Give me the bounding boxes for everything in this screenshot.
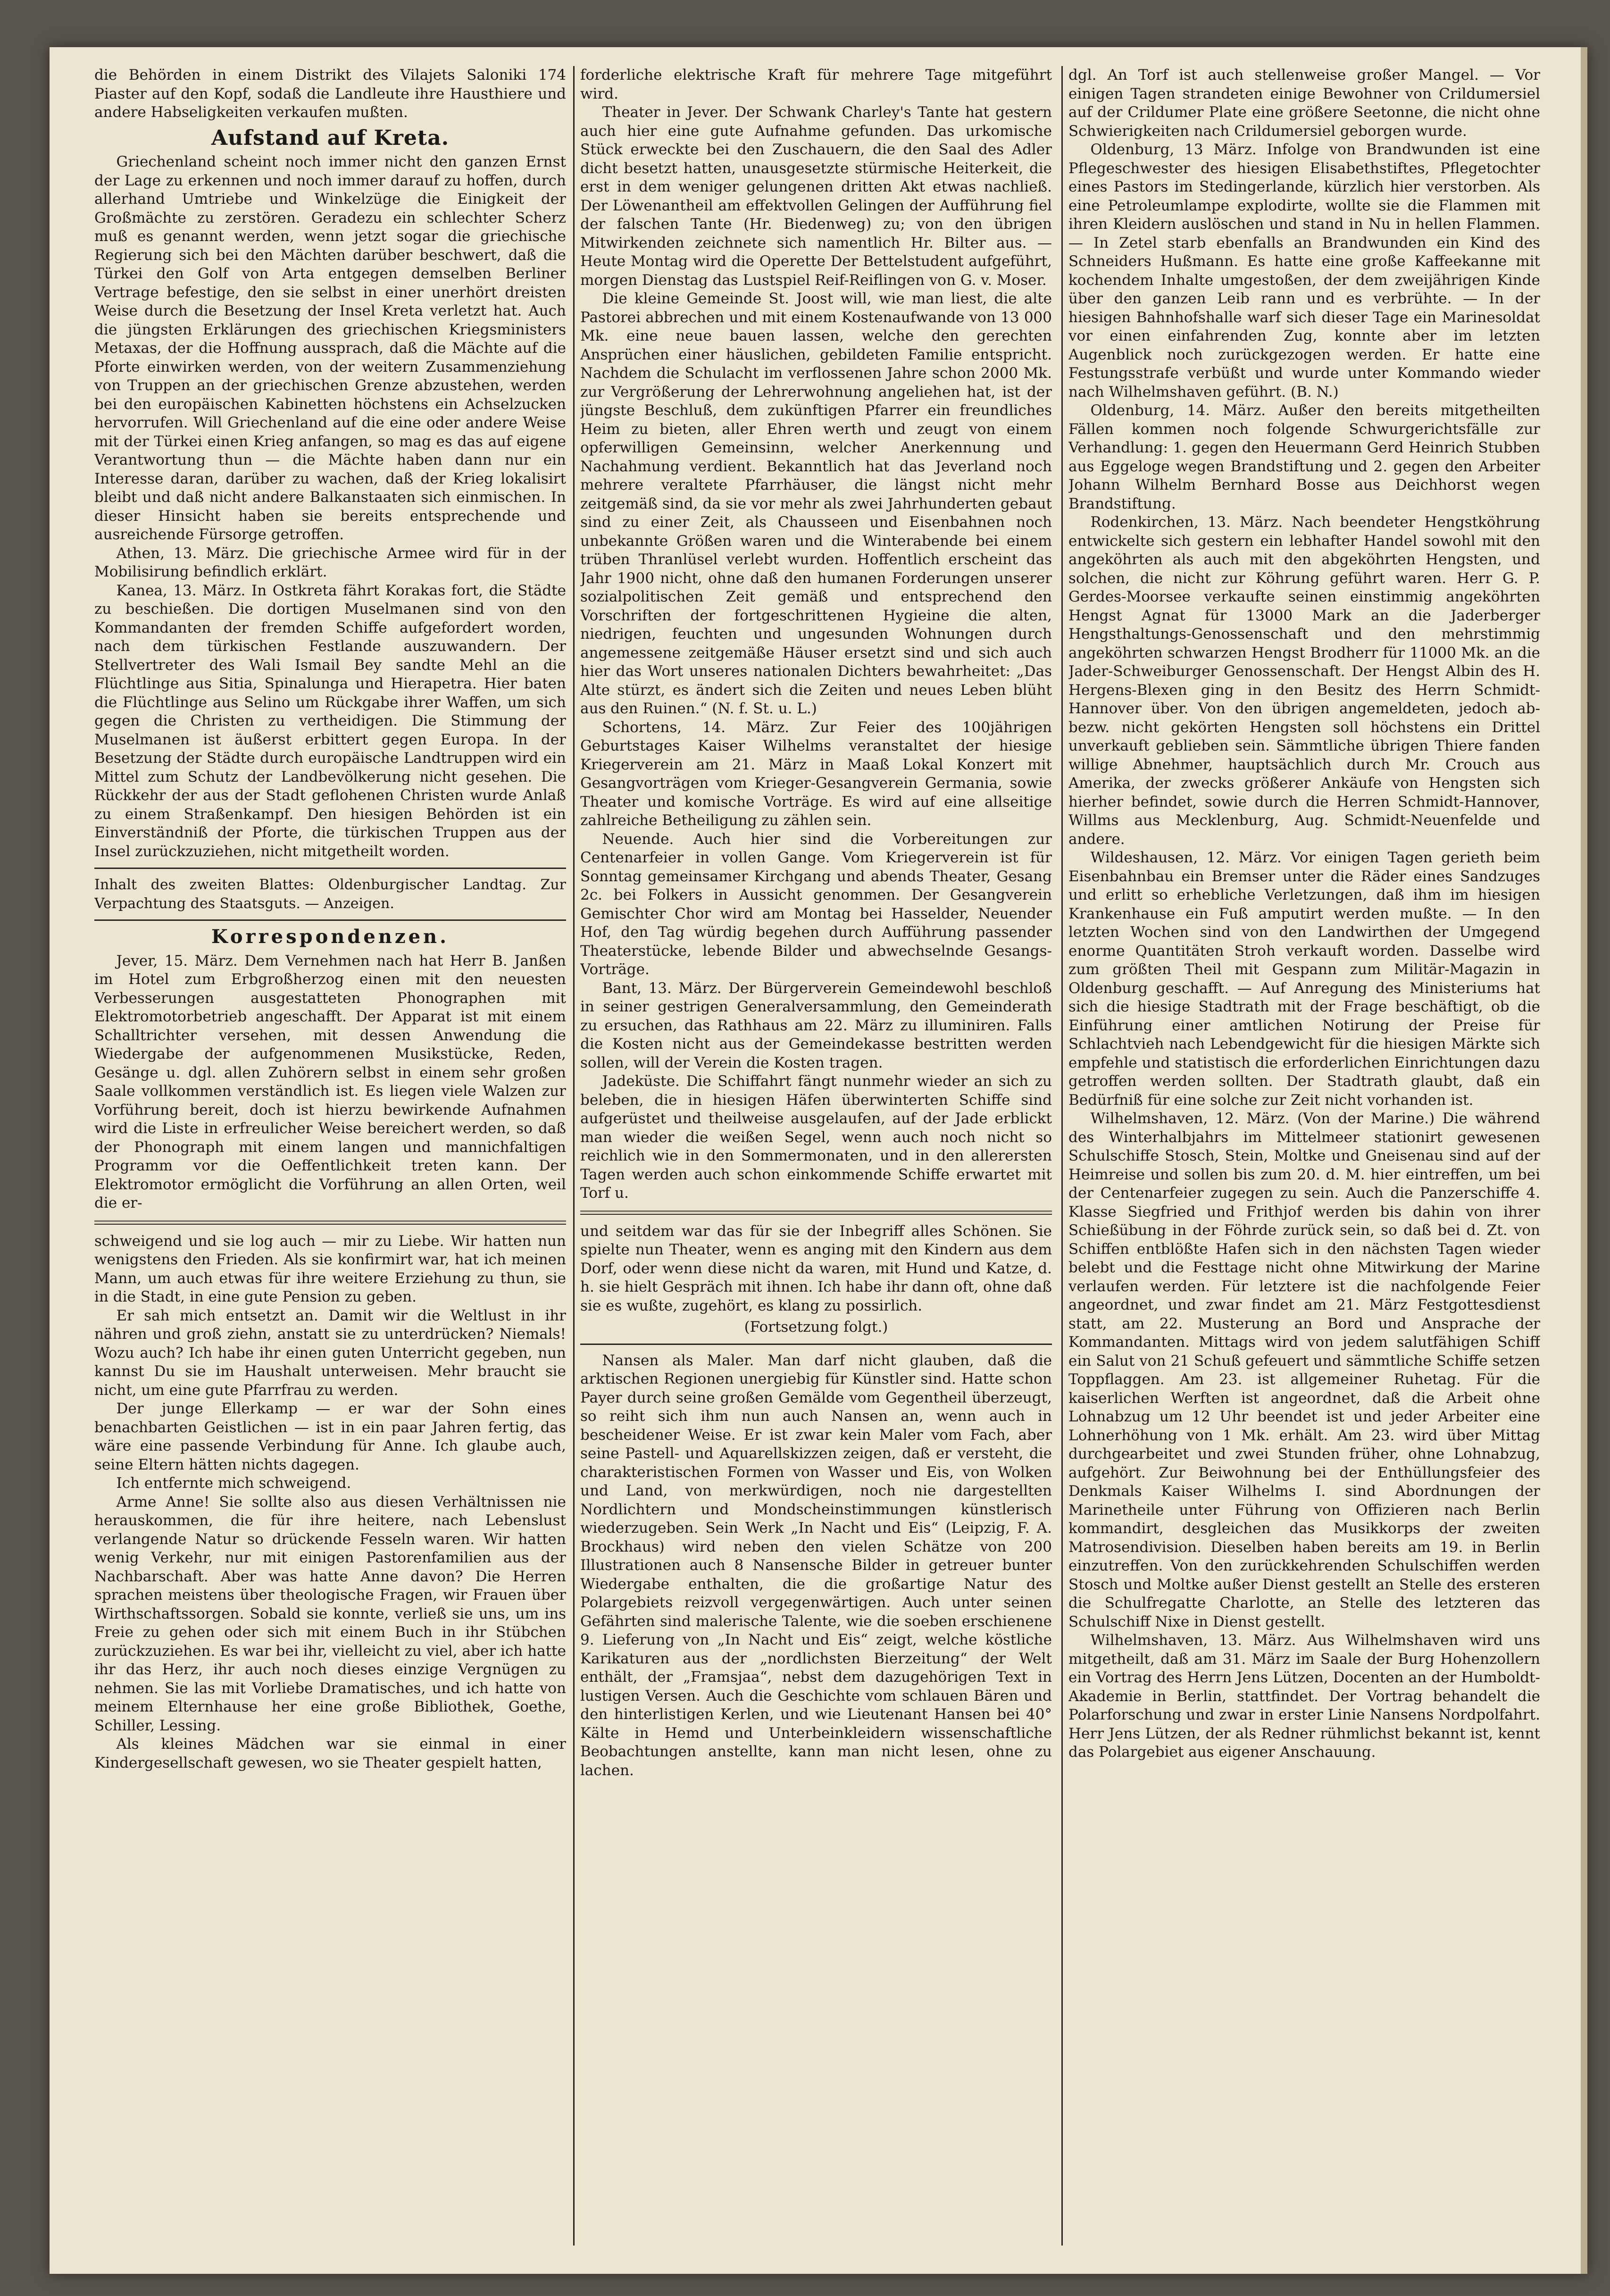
novel-paragraph: Der junge Ellerkamp — er war der Sohn eines benachbarten Geistlichen — ist in ein paar Jahren fertig, das wäre eine passende Verbindung für Anne. Ich glaube auch, seine Eltern hätten nichts dagegen. bbox=[94, 1400, 566, 1473]
col3-lead: dgl. An Torf ist auch stellenweise großer Mangel. — Vor einigen Tagen strandeten einige Bewohner von Crildumersiel auf der Crildumer Plate eine größere Seetonne, die nicht ohne Schwierigkeiten nach Crildumersiel geborgen wurde. bbox=[1068, 67, 1540, 140]
novel-paragraph: schweigend und sie log auch — mir zu Liebe. Wir hatten nun wenigstens den Frieden. Als sie konfirmirt war, hat ich meinen Mann, um auch etwas für ihre weitere Erziehung zu thun, sie in die Stadt, in eine gute Pension zu geben. bbox=[94, 1232, 566, 1305]
article-wilhelmshaven-13: Wilhelmshaven, 13. März. Aus Wilhelmshaven wird uns mitgetheilt, daß am 31. März im Saale der Burg Hohenzollern ein Vortrag des Herrn Jens Lützen, Docenten an der Humboldt-Akademie in Berlin, stattfindet. Der Vortrag behandelt die Polarforschung und zwar in erster Linie Nansens Nordpolfahrt. Herr Jens Lützen, der als Redner rühmlichst bekannt ist, kennt das Polargebiet aus eigener Anschauung. bbox=[1068, 1632, 1540, 1761]
article-bant: Bant, 13. März. Der Bürgerverein Gemeindewohl beschloß in seiner gestrigen Generalversammlung, den Gemeinderath zu ersuchen, das Rathhaus am 22. März zu illuminiren. Falls die Kosten nicht aus der Gemeindekasse bestritten werden sollen, will der Verein die Kosten tragen. bbox=[580, 979, 1052, 1071]
divider bbox=[94, 919, 566, 921]
col1-lead: die Behörden in einem Distrikt des Vilajets Saloniki 174 Piaster auf den Kopf, sodaß die Landleute ihre Hausthiere und andere Habseligkeiten verkaufen mußten. bbox=[94, 67, 566, 121]
divider bbox=[580, 1344, 1052, 1345]
feuilleton-divider bbox=[580, 1211, 1052, 1215]
article-neuende: Neuende. Auch hier sind die Vorbereitungen zur Centenarfeier in vollen Gange. Vom Kriegerverein ist für Sonntag gemeinsamer Kirchgang und abends Theater, Gesang 2c. bei Folkers in Aussicht genommen. Der Gesangverein Gemischter Chor wird am Montag bei Hasselder, Neuender Hof, den Tag würdig begehen durch Aufführung passender Theaterstücke, lebende Bilder und abwechselnde Gesangs-Vorträge. bbox=[580, 830, 1052, 978]
novel-paragraph: Als kleines Mädchen war sie einmal in einer Kindergesellschaft gewesen, wo sie Theater gespielt hatten, bbox=[94, 1736, 566, 1771]
article-st-joost: Die kleine Gemeinde St. Joost will, wie man liest, die alte Pastorei abbrechen und mit einem Kostenaufwande von 13 000 Mk. eine neue bauen lassen, welche den gerechten Ansprüchen einer häuslichen, gebildeten Familie entspricht. Nachdem die Schulacht im verflossenen Jahre schon 2000 Mk. zur Vergrößerung der Lehrerwohnung angeliehen hat, ist der jüngste Beschluß, dem zukünftigen Pfarrer ein freundliches Heim zu bieten, aller Ehren werth und zeugt von einem opferwilligen Gemeinsinn, welcher Anerkennung und Nachahmung verdient. Bekanntlich hat das Jeverland noch mehrere veraltete Pfarrhäuser, die längst nicht mehr zeitgemäß sind, da sie vor mehr als zwei Jahrhunderten gebaut sind zu einer Zeit, als Chausseen und Eisenbahnen noch unbekannte Größen waren und die Winterabende bei einem trüben Thranlüsel verlebt wurden. Hoffentlich erscheint das Jahr 1900 nicht, ohne daß den humanen Forderungen unserer sozialpolitischen Zeit gemäß und entsprechend den Vorschriften der fortgeschrittenen Hygieine die alten, niedrigen, feuchten und ungesunden Wohnungen durch angemessene zeitgemäße Häuser ersetzt sind und sich auch hier das Wort unseres nationalen Dichters bewahrheitet: „Das Alte stürzt, es ändert sich die Zeiten und neues Leben blüht aus den Ruinen.“ (N. f. St. u. L.) bbox=[580, 290, 1052, 717]
article-rodenkirchen: Rodenkirchen, 13. März. Nach beendeter Hengstköhrung entwickelte sich gestern ein lebhafter Handel sowohl mit den angeköhrten als auch mit den abgeköhrten Hengsten, und solchen, die nicht zur Köhrung geführt waren. Herr G. P. Gerdes-Moorsee verkaufte seinen einstimmig angeköhrten Hengst Agnat für 13000 Mark an die Jaderberger Hengsthaltungs-Genossenschaft und den mehrstimmig angeköhrten schwarzen Hengst Brodherr für 11000 Mk. an die Jader-Schweiburger Genossenschaft. Der Hengst Albin des H. Hergens-Blexen ging in den Besitz des Herrn Schmidt-Hannover über. Von den übrigen angemeldeten, jedoch ab- bezw. nicht gekörten Hengsten soll höchstens ein Drittel unverkauft geblieben sein. Sämmtliche übrigen Thiere fanden willige Abnehmer, hauptsächlich durch Mr. Crouch aus Amerika, der zwecks größerer Ankäufe von Hengsten sich hierher befindet, sowie durch die Herren Schmidt-Hannover, Willms aus Mecklenburg, Aug. Schmidt-Neuenfelde und andere. bbox=[1068, 514, 1540, 848]
article-kanea: Kanea, 13. März. In Ostkreta fährt Korakas fort, die Städte zu beschießen. Die dortigen Muselmanen sind von den Kommandanten der fremden Schiffe aufgefordert worden, nach dem türkischen Festlande auszuwandern. Der Stellvertreter des Wali Ismail Bey sandte Mehl an die Flüchtlinge aus Sitia, Spinalunga und Hierapetra. Hier baten die Flüchtlinge aus Selino um Rückgabe ihrer Waffen, um sich gegen die Christen zu vertheidigen. Die Stimmung der Muselmanen ist äußerst erbittert gegen Europa. In der Besetzung der Städte durch europäische Landtruppen wird ein Mittel zum Schutz der Landbevölkerung nicht gesehen. Die Rückkehr der aus der Stadt geflohenen Christen wurde Anlaß zu einem Straßenkampf. Den hiesigen Behörden ist ein Einverständniß der Pforte, die türkischen Truppen aus der Insel zurückzuziehen, nicht mitgetheilt worden. bbox=[94, 582, 566, 860]
article-theater: Theater in Jever. Der Schwank Charley's Tante hat gestern auch hier eine gute Aufnahme gefunden. Das urkomische Stück erweckte bei den Zuschauern, die den Saal des Adler dicht besetzt hatten, unausgesetzte stürmische Heiterkeit, die erst in dem weniger gelungenen dritten Akt etwas nachließ. Der Löwenantheil am effektvollen Gelingen der Aufführung fiel der falschen Tante (Hr. Biedenweg) zu; von den übrigen Mitwirkenden zeichnete sich namentlich Hr. Bilter aus. — Heute Montag wird die Operette Der Bettelstudent aufgeführt, morgen Dienstag das Lustspiel Reif-Reiflingen von G. v. Moser. bbox=[580, 104, 1052, 289]
article-kreta: Griechenland scheint noch immer nicht den ganzen Ernst der Lage zu erkennen und noch immer darauf zu hoffen, durch allerhand Umtriebe und Winkelzüge die Einigkeit der Großmächte zu zerstören. Geradezu ein schlechter Scherz muß es genannt werden, wenn jetzt sogar die griechische Regierung sich bei den Mächten darüber beschwert, daß die Türkei den Golf von Arta entgegen demselben Berliner Vertrage befestige, den sie selbst in einer unerhört dreisten Weise durch die Besetzung der Insel Kreta verletzt hat. Auch die jüngsten Erklärungen des griechischen Kriegsministers Metaxas, der die Hoffnung aussprach, daß die Mächte auf die Pforte einwirken werden, von der weitern Zusammenziehung von Truppen an der griechischen Grenze abzustehen, werden bei den europäischen Kabinetten höchstens ein Achselzucken hervorrufen. Will Griechenland auf die eine oder andere Weise mit der Türkei einen Krieg anfangen, so mag es das auf eigene Verantwortung thun — die Mächte haben dann nur ein Interesse daran, darüber zu wachen, daß der Krieg lokalisirt bleibt und daß nicht andere Balkanstaaten sich einmischen. In dieser Hinsicht haben sie bereits entsprechende und ausreichende Fürsorge getroffen. bbox=[94, 153, 566, 543]
heading-korrespondenzen: Korrespondenzen. bbox=[211, 926, 450, 948]
column-2 bbox=[580, 66, 1052, 2246]
column-1 bbox=[94, 66, 566, 2246]
feuilleton-divider bbox=[94, 1220, 566, 1225]
article-oldenburg-13: Oldenburg, 13 März. Infolge von Brandwunden ist eine Pflegeschwester des hiesigen Elisabethstiftes, Pflegetochter eines Pastors im Stedingerlande, kürzlich hier verstorben. Als eine Petroleumlampe explodirte, wollte sie die Flammen mit ihren Kleidern auslöschen und stand in Nu in hellen Flammen. — In Zetel starb ebenfalls an Brandwunden ein Kind des Schneiders Hußmann. Es hatte eine große Kaffeekanne mit kochendem Inhalte umgestoßen, der dem zweijährigen Kinde über den ganzen Leib rann und es verbrühte. — In der hiesigen Bahnhofshalle warf sich dieser Tage ein Marinesoldat vor einen einfahrenden Zug, konnte aber im letzten Augenblick noch zurückgezogen werden. Er hatte eine Festungsstrafe verbüßt und wurde unter Kommando wieder nach Wilhelmshaven geführt. (B. N.) bbox=[1068, 141, 1540, 401]
col2-lead: forderliche elektrische Kraft für mehrere Tage mitgeführt wird. bbox=[580, 67, 1052, 102]
newspaper-page bbox=[50, 47, 1587, 2274]
article-wilhelmshaven-12: Wilhelmshaven, 12. März. (Von der Marine.) Die während des Winterhalbjahrs im Mittelmeer stationirt gewesenen Schulschiffe Stosch, Stein, Moltke und Gneisenau sind auf der Heimreise und sollen bis zum 20. d. M. hier eintreffen, um bei der Centenarfeier zugegen zu sein. Auch die Panzerschiffe 4. Klasse Siegfried und Frithjof werden bis dahin von ihrer Schießübung in der Föhrde zurück sein, so daß bei d. Zt. von Schiffen entblößte Hafen sich in den nächsten Tagen wieder belebt und die Festtage nicht ohne Mitwirkung der Marine verlaufen werden. Für letztere ist die nachfolgende Feier angeordnet, und zwar findet am 21. März Festgottesdienst statt, am 22. Musterung an Bord und Ansprache der Kommandanten. Mittags wird von jedem salutfähigen Schiff ein Salut von 21 Schuß gefeuert und sämmtliche Schiffe setzen Toppflaggen. Am 23. ist allgemeiner Ruhetag. Für die kaiserlichen Werften ist angeordnet, daß die Arbeit ohne Lohnabzug um 12 Uhr beendet ist und jeder Arbeiter eine Lohnerhöhung von 1 Mk. erhält. Am 23. wird über Mittag durchgearbeitet und zwei Stunden früher, ohne Lohnabzug, aufgehört. Zur Beiwohnung bei der Enthüllungsfeier des Denkmals Kaiser Wilhelms I. sind Abordnungen der Marinetheile unter Führung von Offizieren nach Berlin kommandirt, desgleichen das Musikkorps der zweiten Matrosendivision. Dieselben haben bereits am 19. in Berlin einzutreffen. Von den zurückkehrenden Schulschiffen werden Stosch und Moltke außer Dienst gestellt an Stelle des ersteren die Schulfregatte Charlotte, an Stelle des letzteren das Schulschiff Nixe in Dienst gestellt. bbox=[1068, 1110, 1540, 1630]
page-edge bbox=[1581, 47, 1587, 2274]
heading-kreta: Aufstand auf Kreta. bbox=[211, 125, 450, 150]
contents-note: Inhalt des zweiten Blattes: Oldenburgischer Landtag. Zur Verpachtung des Staatsguts. — Anzeigen. bbox=[94, 877, 566, 912]
article-jever: Jever, 15. März. Dem Vernehmen nach hat Herr B. Janßen im Hotel zum Erbgroßherzog einen mit den neuesten Verbesserungen ausgestatteten Phonographen mit Elektromotorbetrieb angeschafft. Der Apparat ist mit einem Schalltrichter versehen, mit dessen Anwendung die Wiedergabe der aufgenommenen Musikstücke, Reden, Gesänge u. dgl. allen Zuhörern selbst in einem sehr großen Saale vollkommen verständlich ist. Es liegen viele Walzen zur Vorführung bereit, doch ist hierzu bewirkende Aufnahmen wird die Liste in erfreulicher Weise bereichert werden, so daß der Phonograph mit einem langen und mannichfaltigen Programm vor die Oeffentlichkeit treten kann. Der Elektromotor ermöglicht die Vorführung an allen Orten, weil die er- bbox=[94, 952, 566, 1211]
divider bbox=[94, 868, 566, 869]
article-jadekueste: Jadeküste. Die Schiffahrt fängt nunmehr wieder an sich zu beleben, die in hiesigen Häfen überwinterten Schiffe sind aufgerüstet und theilweise ausgelaufen, auf der Jade erblickt man wieder die weißen Segel, wenn auch noch nicht so reichlich wie in den Sommermonaten, und in den allerersten Tagen werden auch schon einkommende Schiffe erwartet mit Torf u. bbox=[580, 1073, 1052, 1202]
novel-paragraph: Ich entfernte mich schweigend. bbox=[116, 1475, 351, 1492]
article-oldenburg-14: Oldenburg, 14. März. Außer den bereits mitgetheilten Fällen kommen noch folgende Schwurgerichtsfälle zur Verhandlung: 1. gegen den Heuermann Gerd Heinrich Stubben aus Eggeloge wegen Brandstiftung und 2. gegen den Arbeiter Johann Wilhelm Bernhard Bosse aus Deichhorst wegen Brandstiftung. bbox=[1068, 402, 1540, 512]
novel-paragraph: Arme Anne! Sie sollte also aus diesen Verhältnissen nie herauskommen, die für ihre heitere, nach Lebenslust verlangende Natur so drückende Fesseln waren. Wir hatten wenig Verkehr, nur mit einigen Pastorenfamilien aus der Nachbarschaft. Aber was hatte Anne davon? Die Herren sprachen meistens über theologische Fragen, wir Frauen über Wirthschaftssorgen. Sobald sie konnte, verließ sie uns, um ins Freie zu gehen oder sich mit einem Buch in ihr Stübchen zurückzuziehen. Es war bei ihr, vielleicht zu viel, aber ich hatte ihr das Herz, ihr auch noch dieses einzige Vergnügen zu nehmen. Sie las mit Vorliebe Dramatisches, und ich hatte von meinem Elternhause her eine große Bibliothek, Goethe, Schiller, Lessing. bbox=[94, 1493, 566, 1734]
continuation-note: (Fortsetzung folgt.) bbox=[744, 1319, 888, 1336]
column-rule bbox=[1061, 66, 1063, 2246]
article-athen: Athen, 13. März. Die griechische Armee wird für in der Mobilisirung befindlich erklärt. bbox=[94, 544, 566, 580]
article-schortens: Schortens, 14. März. Zur Feier des 100jährigen Geburtstages Kaiser Wilhelms veranstaltet der hiesige Kriegerverein am 21. März in Maaß Lokal Konzert mit Gesangvorträgen vom Krieger-Gesangverein Germania, sowie Theater und komische Vorträge. Es wird auf eine allseitige zahlreiche Betheiligung zu zählen sein. bbox=[580, 718, 1052, 829]
column-3 bbox=[1068, 66, 1540, 2246]
novel-paragraph: und seitdem war das für sie der Inbegriff alles Schönen. Sie spielte nun Theater, wenn es anging mit den Kindern aus dem Dorf, oder wenn diese nicht da waren, mit Hund und Katze, d. h. sie hielt Gespräch mit ihnen. Ich habe ihr dann oft, ohne daß sie es wußte, zugehört, es klang zu possirlich. bbox=[580, 1222, 1052, 1314]
article-nansen: Nansen als Maler. Man darf nicht glauben, daß die arktischen Regionen unergiebig für Künstler sind. Hatte schon Payer durch seine großen Gemälde vom Gegentheil überzeugt, so reiht sich ihm nun auch Nansen an, wenn auch in bescheidener Weise. Er ist zwar kein Maler vom Fach, aber seine Pastell- und Aquarellskizzen zeigen, daß er versteht, die charakteristischen Formen von Wasser und Eis, von Wolken und Land, von merkwürdigen, noch nie dargestellten Nordlichtern und Mondscheinstimmungen künstlerisch wiederzugeben. Sein Werk „In Nacht und Eis“ (Leipzig, F. A. Brockhaus) wird neben den vielen Schätze von 200 Illustrationen auch 8 Nansensche Bilder in getreuer bunter Wiedergabe enthalten, die die großartige Natur des Polargebiets reizvoll vergegenwärtigen. Auch unter seinen Gefährten sind malerische Talente, wie die soeben erschienene 9. Lieferung von „In Nacht und Eis“ zeigt, welche köstliche Karikaturen aus der „nordlichsten Bierzeitung“ der Welt enthält, der „Framsjaa“, nebst dem dazugehörigen Text in lustigen Versen. Auch die Geschichte vom schlauen Bären und den hinterlistigen Kerlen, und wie Lieutenant Hansen bei 40° Kälte in Hemd und Unterbeinkleidern wissenschaftliche Beobachtungen anstellte, kann man nicht lesen, ohne zu lachen. bbox=[580, 1352, 1052, 1779]
novel-paragraph: Er sah mich entsetzt an. Damit wir die Weltlust in ihr nähren und groß ziehn, anstatt sie zu unterdrücken? Niemals! Wozu auch? Ich habe ihr einen guten Unterricht gegeben, nun kannst Du sie im Haushalt unterweisen. Mehr braucht sie nicht, um eine gute Pfarrfrau zu werden. bbox=[94, 1307, 566, 1399]
article-wildeshausen: Wildeshausen, 12. März. Vor einigen Tagen gerieth beim Eisenbahnbau ein Bremser unter die Räder eines Sandzuges und erlitt so erhebliche Verletzungen, daß ihm im hiesigen Krankenhause ein Fuß amputirt werden mußte. — In den letzten Wochen sind von den Landwirthen der Umgegend enorme Quantitäten Stroh verkauft worden. Dasselbe wird zum größten Theil mit Gespann zum Militär-Magazin in Oldenburg geschafft. — Auf Anregung des Ministeriums hat sich die hiesige Stadtrath mit der Frage beschäftigt, ob die Einführung einer amtlichen Notirung der Preise für Schlachtvieh nach Lebendgewicht für die hiesigen Märkte sich empfehle und statistisch die erforderlichen Einrichtungen dazu getroffen werden sollten. Der Stadtrath glaubt, daß ein Bedürfniß für eine solche zur Zeit nicht vorhanden ist. bbox=[1068, 849, 1540, 1109]
column-rule bbox=[573, 66, 575, 2246]
